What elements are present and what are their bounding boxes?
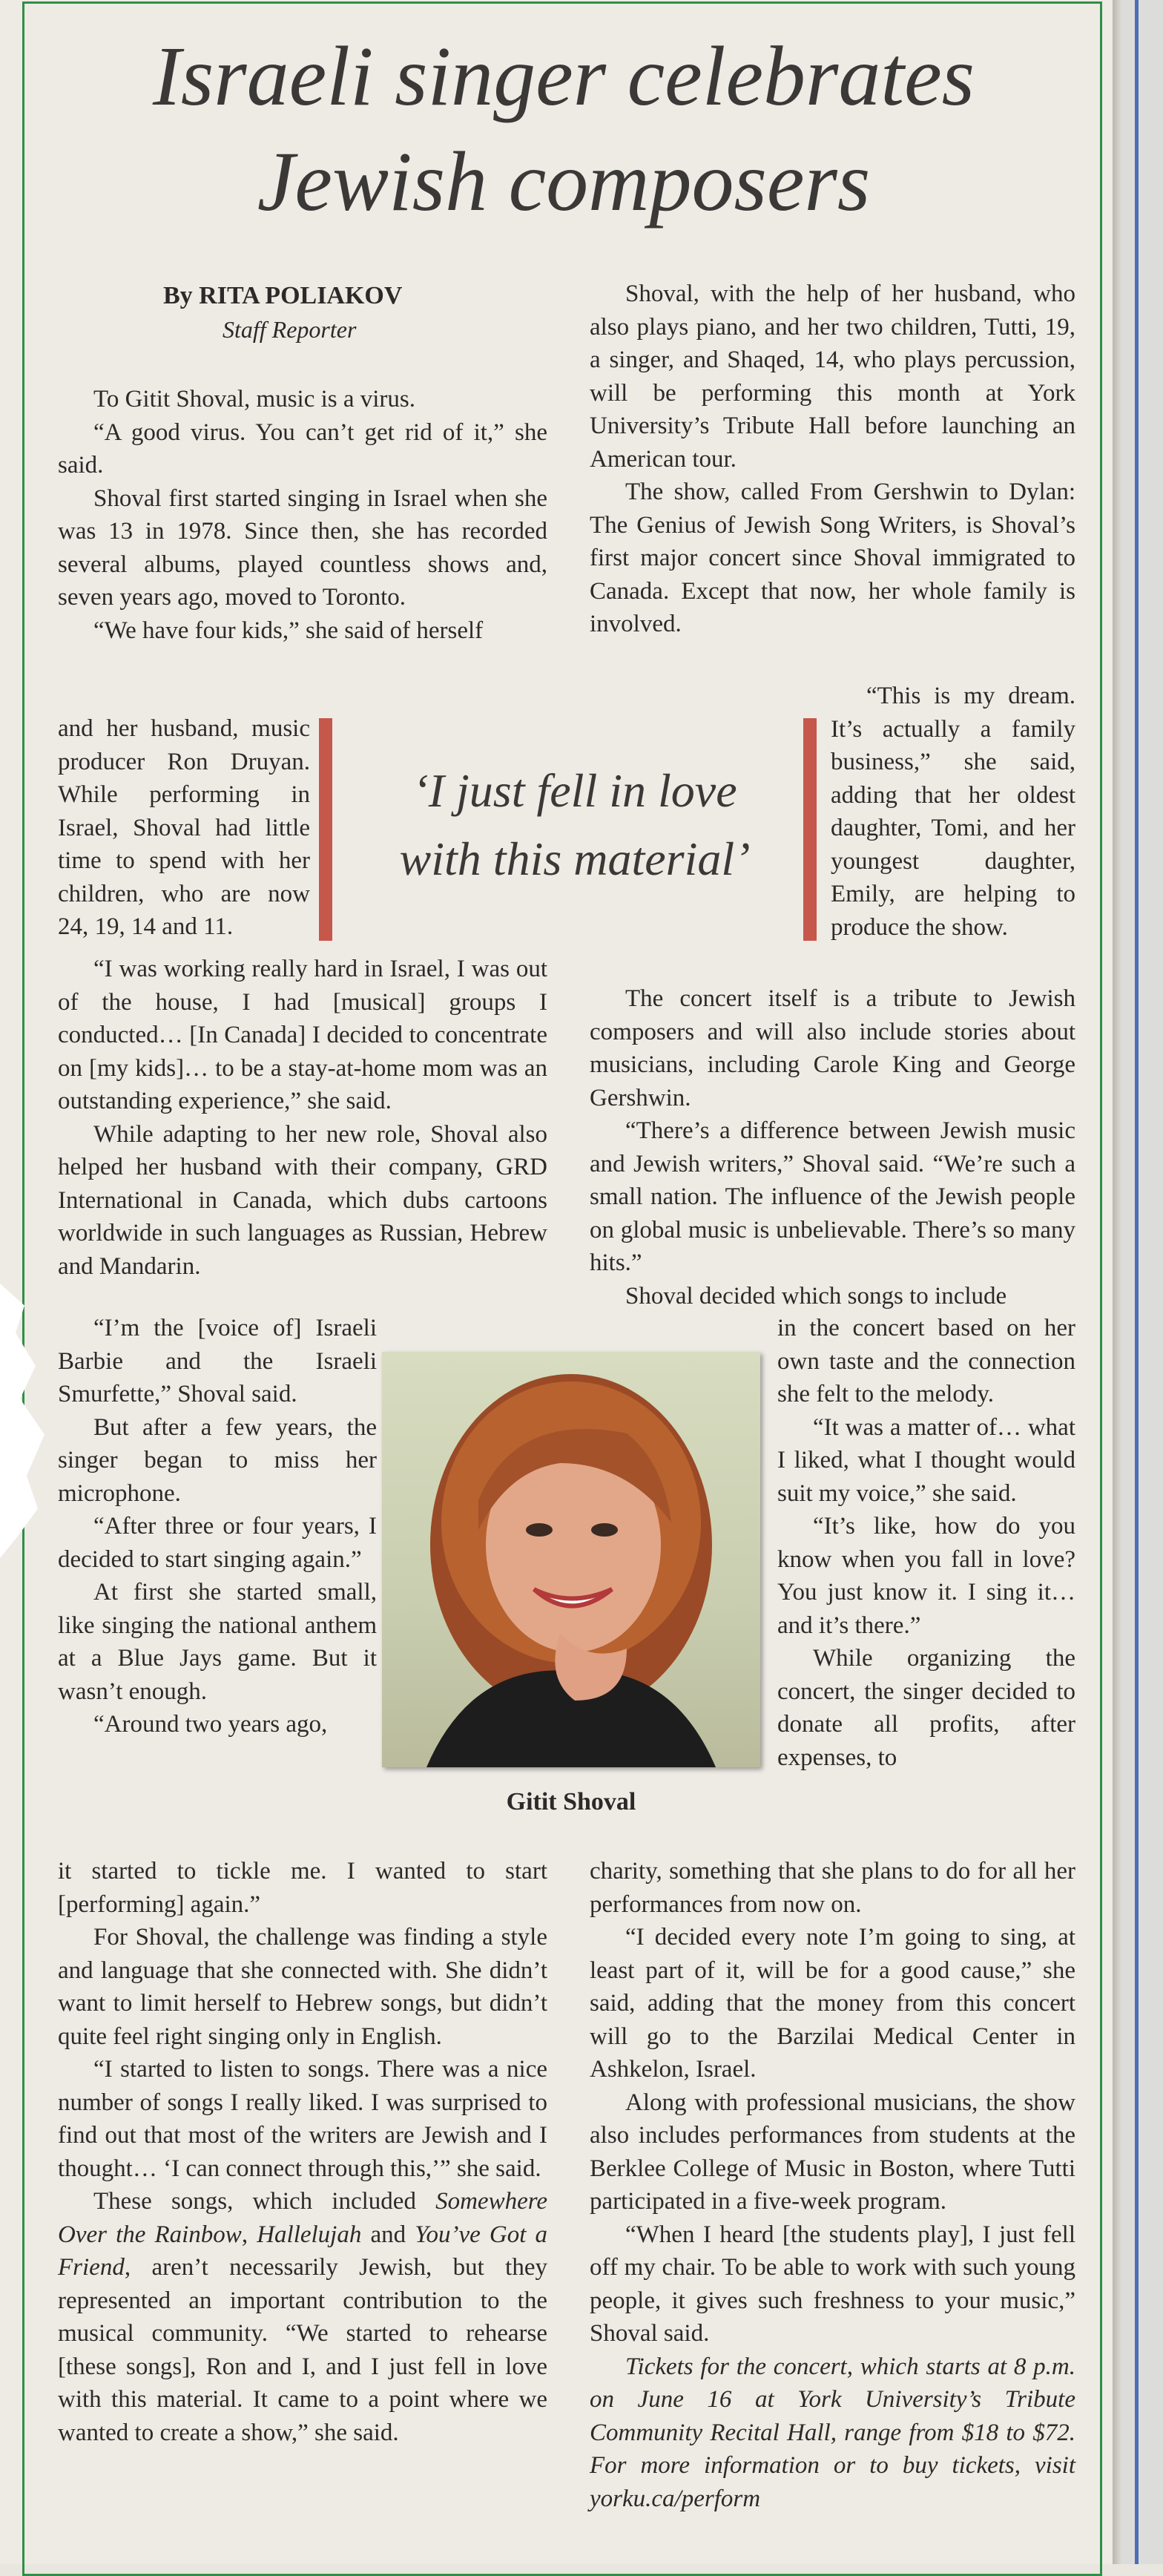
paragraph: Shoval decided which songs to include [625, 1282, 1007, 1310]
song-title: You’ve Got a Friend [58, 2221, 548, 2281]
article-column-left-bottom [58, 1855, 547, 2449]
paragraph: “There’s a difference between Jewish music and Jewish writers,” Shoval said. “We’re such a small nation. The influence of the Jewish people on global music is unbelievable. There’s so many hits.” [590, 1117, 1075, 1276]
paragraph: Shoval first started singing in Israel when she was 13 in 1978. Since then, she has recorded several albums, played countless shows and, seven years ago, moved to Toronto. [58, 484, 547, 611]
text-run: , aren’t necessarily Jewish, but they represented an important contribution to the musical community. “We started to rehearse [these songs], Ron and I, and I just fell in love with this material. It came to a point where we wanted to create a show,” she said. [58, 2254, 547, 2446]
text-run: , [241, 2221, 257, 2248]
paragraph: Shoval, with the help of her husband, who also plays piano, and her two children, Tutti, 19, a singer, and Shaqed, 14, who plays percussion, will be performing this month at York University’s Tribute Hall before launching an American tour. [590, 280, 1075, 473]
article-column-left-middle [58, 953, 547, 1283]
paragraph: “When I heard [the students play], I just fell off my chair. To be able to work with such young people, it gives such freshness to your music,” Shoval said. [590, 2221, 1075, 2347]
paragraph: “We have four kids,” she said of herself [93, 617, 484, 644]
paragraph: While organizing the concert, the singer decided to donate all profits, after expenses, to [777, 1645, 1075, 1771]
blue-column-rule [1135, 0, 1139, 2564]
article-wrap-right-photo [777, 1312, 1075, 1774]
text-run: and [361, 2221, 415, 2248]
headline: Israeli singer celebrates Jewish composers [152, 29, 975, 229]
staff-reporter-label: Staff Reporter [223, 316, 357, 343]
paragraph: “Around two years ago, [93, 1711, 328, 1738]
paragraph: “A good virus. You can’t get rid of it,” she said. [58, 418, 547, 479]
paragraph: “I was working really hard in Israel, I was out of the house, I had [musical] groups I conducted… [In Canada] I decided to concentrate on [my kids]… to be a stay-at-home mom was an outstanding experience,” she said. [58, 956, 547, 1114]
paragraph: “It was a matter of… what I liked, what I thought would suit my voice,” she said. [777, 1413, 1075, 1507]
paragraph: Along with professional musicians, the show also includes performances from students at the Berklee College of Music in Boston, where Tutti participated in a five-week program. [590, 2089, 1075, 2215]
paragraph: “I decided every note I’m going to sing, at least part of it, will be for a good cause,” she said, adding that the money from this concert will go to the Barzilai Medical Center in Ashkelon, Israel. [590, 1924, 1075, 2083]
article-column-right-bottom [590, 1855, 1075, 2515]
portrait-photo [382, 1352, 760, 1767]
article-wrap-left-pullquote [58, 712, 310, 944]
adjacent-page-edge [1113, 0, 1163, 2564]
paragraph: But after a few years, the singer began to miss her microphone. [58, 1413, 377, 1507]
paragraph-song-titles [58, 2185, 547, 2449]
paragraph: “This is my dream. It’s actually a family business,” she said, adding that her oldest daughter, Tomi, and her youngest daughter, Emily, are helping to produce the show. [831, 683, 1075, 941]
article-wrap-left-photo [58, 1312, 377, 1741]
paragraph: The concert itself is a tribute to Jewish composers and will also include stories about musicians, including Carole King and George Gershwin. [590, 985, 1075, 1111]
paragraph: For Shoval, the challenge was finding a style and language that she connected with. She didn’t want to limit herself to Hebrew songs, but didn’t quite feel right singing only in English. [58, 1924, 547, 2050]
pullquote-bar-right [803, 718, 817, 941]
paragraph: “I’m the [voice of] Israeli Barbie and the Israeli Smurfette,” Shoval said. [58, 1315, 377, 1407]
paragraph: “It’s like, how do you know when you fall in love? You just know it. I sing it… and it’s there.” [777, 1513, 1075, 1639]
article-column-left-top [58, 383, 547, 647]
byline: By RITA POLIAKOV [163, 282, 403, 309]
pullquote-bar-left [319, 718, 332, 941]
ticket-info: Tickets for the concert, which starts at 8 p.m. on June 16 at York University’s Tribute Community Recital Hall, range from $18 to $72. For more information or to buy tickets, visit yorku.ca/perform [590, 2353, 1075, 2512]
paragraph: The show, called From Gershwin to Dylan: The Genius of Jewish Song Writers, is Shoval’s first major concert since Shoval immigrated to Canada. Except that now, her whole family is involved. [590, 479, 1075, 637]
paragraph: To Gitit Shoval, music is a virus. [93, 386, 416, 413]
article-column-right-middle [590, 982, 1075, 1312]
paragraph: “I started to listen to songs. There was a nice number of songs I really liked. I was surprised to find out that most of the writers are Jewish and I thought… ‘I can connect through this,’” she said. [58, 2056, 547, 2182]
article-wrap-right-pullquote [831, 680, 1075, 944]
text-run: These songs, which included [93, 2188, 436, 2215]
page-fold-shadow [1113, 0, 1121, 2564]
song-title: Hallelujah [257, 2221, 362, 2248]
paragraph: At first she started small, like singing the national anthem at a Blue Jays game. But it wasn’t enough. [58, 1579, 377, 1705]
paragraph: and her husband, music producer Ron Druyan. While performing in Israel, Shoval had little time to spend with her children, who are now 24, 19, 14 and 11. [58, 715, 310, 940]
paragraph: it started to tickle me. I wanted to start [performing] again.” [58, 1858, 547, 1918]
song-title: Somewhere Over the Rainbow [58, 2188, 547, 2248]
article-column-right-top [590, 277, 1075, 641]
photo-caption: Gitit Shoval [506, 1788, 636, 1816]
paragraph: While adapting to her new role, Shoval also helped her husband with their company, GRD International in Canada, which dubs cartoons worldwide in such languages as Russian, Hebrew and Mandarin. [58, 1120, 547, 1280]
paragraph: charity, something that she plans to do for all her performances from now on. [590, 1858, 1075, 1918]
paragraph: in the concert based on her own taste and the connection she felt to the melody. [777, 1315, 1075, 1407]
paragraph: “After three or four years, I decided to start singing again.” [58, 1513, 377, 1573]
portrait-illustration [382, 1352, 760, 1767]
pull-quote: ‘I just fell in love with this material’ [399, 764, 751, 885]
